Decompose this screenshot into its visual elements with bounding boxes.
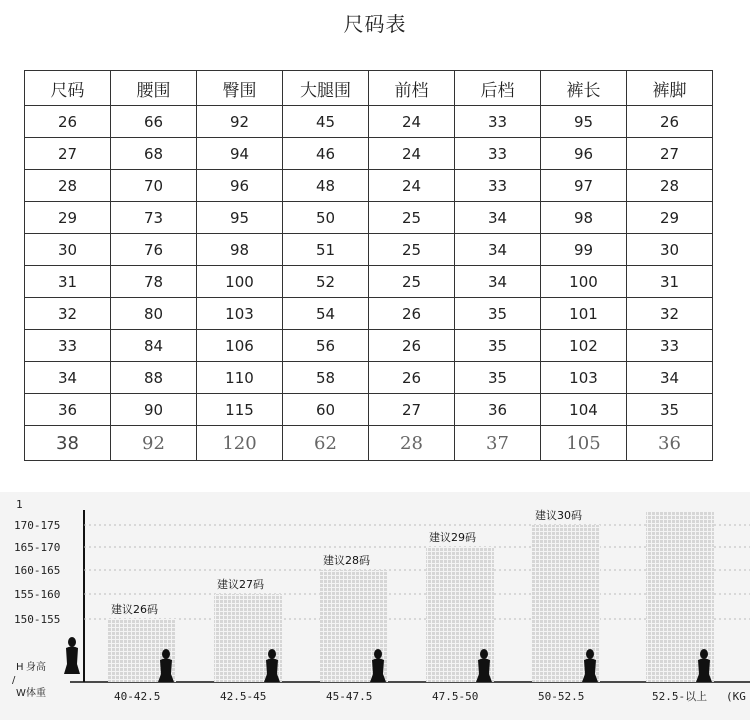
table-cell: 32: [627, 298, 713, 330]
table-cell: 27: [25, 138, 111, 170]
size-chart-title: 尺码表: [343, 12, 407, 36]
table-cell: 28: [25, 170, 111, 202]
table-cell: 34: [455, 202, 541, 234]
table-cell: 38: [25, 426, 111, 461]
person-silhouette-icon: [268, 649, 276, 659]
table-cell: 92: [197, 106, 283, 138]
size-table: [24, 70, 713, 461]
table-cell: 26: [369, 362, 455, 394]
table-cell: 80: [111, 298, 197, 330]
size-recommendation-label: 建议29码: [429, 531, 476, 544]
table-cell: 29: [627, 202, 713, 234]
table-cell: 34: [25, 362, 111, 394]
table-cell: 26: [25, 106, 111, 138]
table-cell: 28: [369, 426, 455, 461]
table-cell: 31: [627, 266, 713, 298]
column-header: 前档: [369, 71, 455, 106]
table-cell: 29: [25, 202, 111, 234]
table-cell: 33: [25, 330, 111, 362]
legend-silhouette-icon: [64, 647, 80, 675]
table-row: [25, 234, 713, 266]
column-header: 尺码: [25, 71, 111, 106]
table-cell: 25: [369, 202, 455, 234]
weight-unit-label: (KG: [726, 690, 746, 703]
size-recommendation-label: 建议28码: [323, 554, 370, 567]
table-cell: 92: [111, 426, 197, 461]
table-cell: 33: [455, 138, 541, 170]
table-row: [25, 426, 713, 461]
table-cell: 60: [283, 394, 369, 426]
table-cell: 35: [455, 298, 541, 330]
table-row: [25, 394, 713, 426]
table-cell: 33: [455, 170, 541, 202]
table-cell: 104: [541, 394, 627, 426]
table-cell: 27: [369, 394, 455, 426]
weight-range-label: 47.5-50: [432, 690, 479, 703]
table-cell: 48: [283, 170, 369, 202]
table-cell: 97: [541, 170, 627, 202]
table-cell: 120: [197, 426, 283, 461]
table-cell: 26: [369, 330, 455, 362]
table-cell: 45: [283, 106, 369, 138]
legend-slash: /: [12, 675, 16, 686]
height-range-label: 160-165: [14, 564, 61, 577]
table-cell: 96: [541, 138, 627, 170]
table-cell: 33: [627, 330, 713, 362]
table-cell: 25: [369, 266, 455, 298]
table-cell: 94: [197, 138, 283, 170]
height-range-label: 155-160: [14, 588, 61, 601]
legend-silhouette-icon: [68, 637, 76, 647]
table-cell: 99: [541, 234, 627, 266]
table-cell: 33: [455, 106, 541, 138]
table-cell: 103: [541, 362, 627, 394]
table-cell: 96: [197, 170, 283, 202]
table-cell: 62: [283, 426, 369, 461]
table-cell: 51: [283, 234, 369, 266]
table-cell: 95: [541, 106, 627, 138]
table-cell: 24: [369, 138, 455, 170]
person-silhouette-icon: [700, 649, 708, 659]
table-cell: 103: [197, 298, 283, 330]
table-row: [25, 202, 713, 234]
table-cell: 25: [369, 234, 455, 266]
table-cell: 70: [111, 170, 197, 202]
table-cell: 26: [627, 106, 713, 138]
table-cell: 100: [197, 266, 283, 298]
table-cell: 84: [111, 330, 197, 362]
table-cell: 35: [455, 362, 541, 394]
table-cell: 32: [25, 298, 111, 330]
column-header: 腰围: [111, 71, 197, 106]
table-cell: 54: [283, 298, 369, 330]
table-cell: 100: [541, 266, 627, 298]
table-cell: 35: [627, 394, 713, 426]
size-recommendation-label: 建议27码: [217, 578, 264, 591]
size-recommendation-label: 建议26码: [111, 603, 158, 616]
column-header: 大腿围: [283, 71, 369, 106]
column-header: 裤脚: [627, 71, 713, 106]
column-header: 裤长: [541, 71, 627, 106]
table-cell: 102: [541, 330, 627, 362]
table-cell: 35: [455, 330, 541, 362]
table-cell: 37: [455, 426, 541, 461]
weight-range-label: 42.5-45: [220, 690, 267, 703]
table-header-row: [25, 71, 713, 106]
table-cell: 78: [111, 266, 197, 298]
table-cell: 66: [111, 106, 197, 138]
table-cell: 27: [627, 138, 713, 170]
table-cell: 34: [455, 234, 541, 266]
table-row: [25, 330, 713, 362]
table-cell: 36: [25, 394, 111, 426]
table-cell: 30: [627, 234, 713, 266]
weight-range-label: 50-52.5: [538, 690, 585, 703]
size-recommendation-label: 建议30码: [535, 509, 582, 522]
table-cell: 73: [111, 202, 197, 234]
height-range-label: 150-155: [14, 613, 61, 626]
table-cell: 115: [197, 394, 283, 426]
table-cell: 88: [111, 362, 197, 394]
legend-weight-letter: W: [16, 688, 26, 699]
table-cell: 98: [197, 234, 283, 266]
column-header: 臀围: [197, 71, 283, 106]
legend-weight-label: 体重: [26, 688, 46, 699]
weight-range-label: 52.5-以上: [652, 690, 708, 703]
person-silhouette-icon: [480, 649, 488, 659]
table-row: [25, 170, 713, 202]
table-cell: 46: [283, 138, 369, 170]
table-cell: 76: [111, 234, 197, 266]
table-cell: 98: [541, 202, 627, 234]
table-cell: 101: [541, 298, 627, 330]
table-cell: 26: [369, 298, 455, 330]
fit-guide-graphic: [0, 492, 750, 720]
table-row: [25, 106, 713, 138]
table-cell: 105: [541, 426, 627, 461]
height-range-label: 170-175: [14, 519, 61, 532]
column-header: 后档: [455, 71, 541, 106]
fit-recommendation-guide: [0, 492, 750, 720]
weight-range-label: 45-47.5: [326, 690, 373, 703]
height-range-label: 165-170: [14, 541, 61, 554]
axis-top-mark: 1: [16, 498, 23, 511]
table-row: [25, 298, 713, 330]
table-row: [25, 266, 713, 298]
table-cell: 34: [455, 266, 541, 298]
table-cell: 95: [197, 202, 283, 234]
person-silhouette-icon: [374, 649, 382, 659]
table-cell: 36: [627, 426, 713, 461]
table-cell: 30: [25, 234, 111, 266]
table-cell: 36: [455, 394, 541, 426]
person-silhouette-icon: [162, 649, 170, 659]
table-cell: 58: [283, 362, 369, 394]
table-cell: 90: [111, 394, 197, 426]
table-cell: 106: [197, 330, 283, 362]
table-cell: 52: [283, 266, 369, 298]
table-cell: 68: [111, 138, 197, 170]
table-cell: 56: [283, 330, 369, 362]
table-cell: 110: [197, 362, 283, 394]
weight-range-label: 40-42.5: [114, 690, 161, 703]
table-cell: 28: [627, 170, 713, 202]
legend-height-label: 身高: [26, 662, 46, 673]
table-cell: 50: [283, 202, 369, 234]
table-cell: 24: [369, 170, 455, 202]
table-cell: 31: [25, 266, 111, 298]
legend-height-letter: H: [16, 662, 24, 673]
table-cell: 34: [627, 362, 713, 394]
person-silhouette-icon: [586, 649, 594, 659]
table-row: [25, 362, 713, 394]
table-cell: 24: [369, 106, 455, 138]
table-row: [25, 138, 713, 170]
